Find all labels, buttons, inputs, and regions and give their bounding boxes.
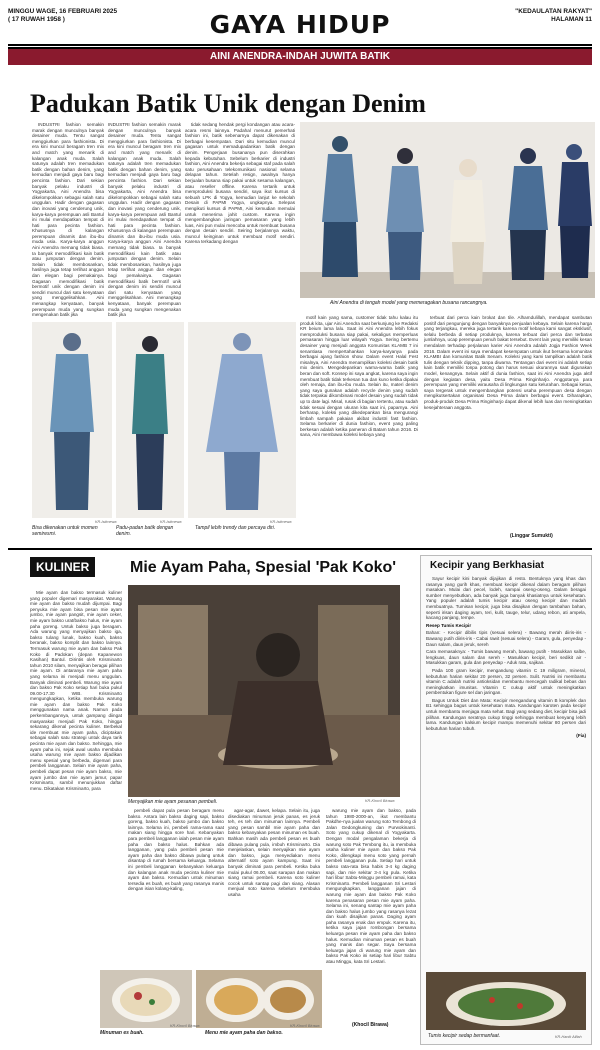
article-col2-text: tidak sedang hendak pergi kondangan atau acara-acara resmi lainnya. Padahal menurut pemerhati fashion ini, batik sebenarnya dapat dikenakan di berbagai kesempatan. Dari situ kemudian muncul gagasan untuk memadupadankan batik dengan denim. Pengerjaan busananya pun diserahkan kepada kebutuhan. Sebelum berkarier di industri fashion, Aini Anendra bekerja sebagai staf pada salah satu perusahaan telekomunikasi nasional selama delapan tahun. Setelah resign, awalnya hanya berjualan busana siap pakai untuk sesama kalangan, atau reseller offline. Karena tertarik untuk memproduksi busana sendiri, saya ikut kursus di sebuah LPK di Yogya, kemudian lanjut ke sekolah Desain di PAPMI Yogya, ungkapnya. Selepas mengikuti kursus di PAPMI, Aini kemudian memulai untuk menerima jahit custom. Karena ingin mengembangkan jaringan pemasaran yang lebih luas, Aini pun mulai mencoba untuk membuat busana dengan desain sendiri. Seiring berjalannya waktu, muncul keinginan untuk membuat motif sendiri. Karena terkadang dengan [185, 122, 295, 245]
kuliner-col3-text: agar-agar, dawet, kelapa. Selain itu, juga disediakan minuman jeruk panas, es jeruk teh, es teh dan minuman lainnya. Pembeli yang pesan sambil mie ayam paha dan bakso kebanyakan pesan minuman es buah. Bahkan masih ada pembeli pesan es buah dibawa pulang pula, imbuh Krisminarto. Dia menjelaskan, selain menyajikan mie ayam dan bakso, juga menyediakan menu alternatif soto ayam kampung. Saat ini banyak diminati para pembeli. Ketika buka mulai pukul 06.00, saat sarapan dan makan siang ramai pembeli. Karena soto kuliner cocok untuk santap pagi dan siang. Alasan menjual soto karena sebelum membuka usaha [228, 808, 320, 897]
article-col3-text: motif kain yang sama, customer tidak tahu kalau itu produk kita, ujar Aini Anendra saat berkunjung ke Redaksi KR beium lama lalu. Saat ini Aini Anendra lebih fokus memproduksi busana siap pakai, sekaligus memperluas pemasaran hingga luar wilayah Yogya. Sering bertemu desainer yang menjadi anggota Komunitas KLAMB 7 ini senantiasa mempertahankan karya-karyanya pada berbagai ajang fashion show. Dalam event Halal Fest misalnya, Aini Anendra menampilkan koleksi desain batik mix denim. Mengedepankan warna-warna batik yang beran dan soft. Konsep ini saya angkat, karena saya ingin membuat batik tidak terkesan tua dan kuno ketika dipakai oleh remaja, dan ibu-ibu muda. Selain itu, materi denim yang saya gunakan adalah recycle denim yang sudah tidak terpakai dikombinasi model desain yang sudah tidak up to date lagi. Misal, rusak di bagian tertentu, atau sudah tidak sesuai dengan ukuran kita saat ini, paparnya. Aini berharap, koleksi yang dikedepankan bisa mengurangi limbah sampah pakaian akibat industri fast fashion. Selama berkarier di dunia fashion, event yang paling berkesan adalah ketika pameran di Batam tahun 2016. Di sana, Aini membawa koleksi kebaya yang [300, 315, 418, 438]
article-column-1 [32, 122, 104, 332]
sidebar-author: (Fia) [576, 733, 586, 739]
header-right [450, 8, 592, 24]
kuliner-column-4 [326, 808, 416, 1020]
page-number: HALAMAN 11 [551, 16, 592, 23]
kuliner-col4-text: warung mie ayam dan bakso, pada tahun 1980-2000-an, ikut membantu Pakdhe-nya jualan warung soto Tembong di Jalan Gedongkuning dan Purwokinanti. Soto yang cukup dikenal di Yogyakarta. Dengan modal pengalaman bekerja di warung soto Pak Tembong itu, ia membuka usaha kuliner mie ayam dan bakso Pak Koko, dilengkapi menu soto yang pernah pembeli langganan pula. Setiap hari untuk bakso rata-rata bisa habis 3-4 kg daging sapi, dan mie sekitar 3-4 kg pula. Ketika hari libur Sabtu-Minggu pembeli ramai, kata Krisminarto. Pembeli langganan Sri Lestari mengungkapkan, langganan jajan di warung mie ayam dan bakso Pak Koko karena penasaran pesan mie ayam paha. Selama ini, senang santap mie ayam paha dan bakso halus jumbo yang rasanya lezat dan kuah disajikan panas. Daging ayam paha rasanya enak dan empuk. Karena itu, ketika saya jajan rombongan bersama keluarga pesan mie ayam paha dan bakso halus. Kemudian minuman pesan es buah yang manis dan segar. Saya bersama keluarga jajan di warung mie ayam dan bakso Pak Koko ini setiap hari libur Sabtu atau Minggu, kata Sri Lestari. [326, 808, 416, 965]
sidebar-credit: KR-Hanik Alfiah [555, 1035, 582, 1039]
sidebar-cara: Cara memasaknya: - Tumis bawang merah, bawang putih - Masukkan salbe, lengkuas, daun salam dan sereh - Masukkan kecipir, beri sedikit air - Masukkan garam, gula dan penyedap - Aduk rata, sajikan. [426, 649, 586, 666]
kuliner-caption-top: Menyajikan mie ayam pesanan pembeli. [128, 799, 218, 805]
photo-mie-ayam-svg [196, 970, 322, 1028]
kuliner-credit-b1: KR-Khocil Birawa [170, 1024, 200, 1028]
article-col1b-text: INDUSTRI fashion semakin marak dengan munculnya banyak desainer muda. Tentu sangat menggiurkan para fashionista. Di era kini muncul beragam tren mix and match yang menarik di kalangan anak muda. Salah satunya adalah tren memadukan batik dengan bahan denim, yang kemudian menjadi gaya baru bagi pencinta fashion. Dari sekian banyak pelaku industri di Yogyakarta, Aini Anendra bisa dikelompokkan sebagai salah satu unggulan. Hadir dengan gagasan dan inovasi yang cenderung unik, karya-karya perempuan asli Bantul ini mulai mendapatkan tempat di hati para pecinta fashion. Khususnya di kalangan perempuan dinamis dan ibu-ibu muda usia. Karya-karya anggun Aini Anendra memang tidak biasa. Ia banyak memodifikasi kain batik atau jumputan dengan denim. Selain tidak membosankan, hasilnya juga tetap terlihat anggun dan elegan bagi pemakainya. Gagasan memodifikasi batik bermotif unik dengan denim ini sendiri muncul dari satu kenyataan yang menggelisahkan. Aini menangkap kenyataan, banyak perempuan muda yang sungkan mengenakan batik jika [108, 122, 181, 318]
kuliner-column-2 [128, 808, 224, 966]
photo-model-a-svg [32, 322, 112, 518]
photo-model-c [188, 322, 296, 518]
kuliner-label: KULINER [30, 557, 95, 577]
sidebar-title: Kecipir yang Berkhasiat [430, 560, 544, 571]
section-masthead: GAYA HIDUP [209, 10, 391, 39]
caption-model-c: Tampil lebih trendy dan percaya diri. [195, 525, 276, 531]
caption-es-buah: Minuman es buah. [100, 1030, 144, 1036]
caption-mie-ayam: Menu mie ayam paha dan bakso. [205, 1030, 283, 1036]
sidebar-body [426, 576, 586, 976]
model-figure [508, 148, 548, 280]
photo-model-a [32, 322, 112, 518]
photo-es-buah [100, 970, 192, 1028]
article-col4-text: terbuat dari perca kain brokat dan tile. Alhamdulillah, mendapat sambutan positif dari pengunjung dengan banyaknya penjualan kebaya. Selain karena harga yang terjangkau, mereka juga tertarik karena motif kebaya kami sangat eksklusif, selalu berbeda di setiap produknya, karena terbuat dari perca dan terbatas jumlahnya, ucap perempuan penuh bakat tersebut. Event lain yang memiliki kesan mendalam terhadap perjalanan karier Aini Anendra adalah Jogja Fashion Week 2016. Dalam event ini saya mendapat kesempatan untuk ikut bersama komunitas KLAMBI dan komunitas Batik Senam. Koleksi yang kami tampilkan adalah batik tulis dengan teknik dipping, tanpa diwarna. Tentangan dari event ini adalah setiap kain batik memiliki tonpa potong dan harus sesuai ukurannya saat digunakan model, kenangnya. Selain aktif di dunia fashion, saat ini Aini Anendra juga aktif dengan kegiatan desa, yaitu Desa Prima Ringinharjo. Anggotanya para perempuan yang memiliki wirausaha di lingkungan satu kelurahan. Sebagai ketua, saya tergerak untuk mengembangkan potensi usaha perempuan desa dengan mengikutsertakan organisasi Desa Prima dalam berbagai event. Diharapkan, produk-produk Desa Prima Ringinharjo dapat dikenal lebih luas dan meningkatkan kesejahteraan anggota. [424, 315, 592, 410]
photo-model-b [116, 322, 184, 518]
section-divider [8, 548, 592, 550]
photo-model-c-svg [188, 322, 296, 518]
kuliner-author: (Khocil Birawa) [352, 1022, 389, 1028]
sidebar-bahan: Bahan: - Kecipir dibilis tipis (sesuai selera) - Bawang merah diiris-iris - Bawang putih diiris-iris - Cabai rawit (sesuai selera) - Garam, gula, penyedap - Daun salam, daun jeruk, sereh [426, 630, 586, 647]
article-col1-text: INDUSTRI fashion semakin marak dengan munculnya banyak desainer muda. Tentu sangat menggiurkan para fashionista. Di era kini muncul beragam tren mix and match yang menarik di kalangan anak muda. Salah satunya adalah tren memadukan batik dengan bahan denim, yang kemudian menjadi gaya baru bagi pencinta fashion. Dari sekian banyak pelaku industri di Yogyakarta, Aini Anendra bisa dikelompokkan sebagai salah satu unggulan. Hadir dengan gagasan dan inovasi yang cenderung unik, karya-karya perempuan asli Bantul ini mulai mendapatkan tempat di hati para pecinta fashion. Khususnya di kalangan perempuan dinamis dan ibu-ibu muda usia. Karya-karya anggun Aini Anendra memang tidak biasa. Ia banyak memodifikasi kain batik atau jumputan dengan denim. Selain tidak membosankan, hasilnya juga tetap terlihat anggun dan elegan bagi pemakainya. Gagasan memodifikasi batik bermotif unik dengan denim ini sendiri muncul dari satu kenyataan yang menggelisahkan. Aini menangkap kenyataan, banyak perempuan muda yang sungkan mengenakan batik jika [32, 122, 104, 318]
sidebar-photo [426, 972, 586, 1030]
kuliner-headline: Mie Ayam Paha, Spesial 'Pak Koko' [130, 559, 397, 576]
issue-hijri-date: ( 17 RUWAH 1958 ) [8, 16, 65, 23]
article-author: (Linggar Sumukti) [510, 533, 553, 539]
photo-credit-a: KR-Istimewa [95, 520, 117, 524]
sidebar-gizi: Pada 100 gram kecipir, mengandung vitamin C 19 miligram, mineral, kebutuhan harian sekitar 20 persen, 32 persen. Sulit. Nutrisi ini membantu vitamin C adalah nutrisi antioksidan membantu mencegah radikal bebas dan meningkatkan imunitas. Vitamin C cukup aktif untuk meningkatkan pembentukan figure sel dan jaringan. [426, 667, 586, 696]
main-photo-svg [300, 122, 595, 298]
model-figure [558, 144, 592, 278]
kuliner-col2-text: pembeli dapat pula pesan beragam menu bakso. Antara lain bakso daging sapi, bakso goreng, bakso kuah, bakso jumbo dan bakso lainnya. Selama ini, pembeli rama-rama saat makan siang hingga sore hari. Kebanyakan para pembeli langganan ialah pesan mie ayam paha dan bakso halus. Bahkan ada langganan, yang pula pembeli pesan mie ayam paha dan bakso dibawa pulang untuk disantap di rumah bersama keluarga. Selama ini pembeli langganan kebanyakan keluarga dan kalangan anak muda pecinta kuliner mie ayam dan bakso. Kemudian untuk minuman tersedia es buah, es buah yang rasanya manis dengan isian kolang-kaling, [128, 808, 224, 892]
main-photo [300, 122, 595, 298]
sidebar-intro: Sayur kecipir kini banyak dijajikan di resto. Bentuknya yang khas dan rasanya yang gurih khas, membuat kecipir dikenal dalam beragam pilihan masakan. Mulai dari pecel, lodeh, sampai oseng-oseng. Dalam beragai sumber menyebutkan, ada banyak juga banyak khasiatnya untuk kesehatan. Yang populer adalah tumis kecipir atau oseng kecipir dan mudah membuatnya. Tumisan kecipir, juga bisa disajikan dengan tambahan bahan, seperti irisan daging ayam, teri, kulit, tauge, telur, udang rebon, ati ampela, kacang panjang, tempe. [426, 576, 586, 621]
article-column-1b [108, 122, 181, 332]
kuliner-credit-top: KR-Khocil Birawa [365, 799, 395, 803]
sidebar-resep-title: Resep Tumis Kecipir [426, 622, 472, 628]
kuliner-photo-top-svg [128, 585, 400, 797]
photo-credit-c: KR-Istimewa [270, 520, 292, 524]
header-rule [8, 44, 592, 46]
photo-model-b-svg [116, 322, 184, 518]
caption-model-a: Bisa dikenakan untuk momen semiresmi. [32, 525, 98, 537]
sidebar-photo-svg [426, 972, 586, 1030]
article-headline: Padukan Batik Unik dengan Denim [30, 89, 426, 118]
kuliner-col1-text: Mie ayam dan bakso termasuk kuliner yang populer digemari masyarakat. Warung mie ayam dan bakso mudah dijumpai. Bagi penyuka mie ayam bisa pesan mie ayam jumbo, mie ayam pangsit, mie ayam ceker, mie ayam bakso urat/bakso halus, mie ayam paha goreng. Untuk bakso juga beragam. Ada warung yang menyajikan bakso iga, bakso tulang lunak, bakso kuah, bakso beranak, bakso komplit dan bakso lainnya. Termasuk warung mie ayam dan bakso Pak Koko di Padokan (depan Kapanewon Kasihan) Bantul. Dirintis oleh Krisminarto tahun 2010 silam, menyajikan beragai pilihan mie ayam. Di antaranya mie ayam paha yang selama ini menjadi menu unggulan. Banyak diminati pembeli. Warung mie ayam dan bakso Pak Koko setiap hari buka pukul 09.00-17.30 WIB. Krisminarto mengungkapkan, ketika membuka warung mie ayam dan bakso Pak Koko menggunakan nama anak. Namun pada perkembangannya, untuk gampang diingat masyarakat menjadi Pak Koko, hingga sekarang dikenal pecinta kuliner. Berbekal ide membuat mie ayam paha, diciptakan sebagai salah satu strategi untuk daya tarik pecinta mie ayam dan bakso. Sehingga, mie ayam paha ini, sejak awal usaha membuka usaha warung mie ayam bakso dijadikan menu spesial yang berbeda, digemari para pembeli langganan. Selain mie ayam paha, pembeli dapat pesan mie ayam bakso, mie ayam jumbo dan mie ayam jamur, papar Krisminarto, sambil menunjukkan daftar menu. Dikatakan Krisminarto, para [30, 590, 122, 791]
header-left [8, 8, 188, 24]
article-column-4 [424, 315, 592, 529]
caption-model-b: Padu-padan batik dengan denim. [116, 525, 174, 537]
newspaper-name: "KEDAULATAN RAKYAT" [515, 8, 592, 15]
kuliner-photo-top [128, 585, 400, 797]
article-column-3 [300, 315, 418, 545]
article-band: AINI ANENDRA-INDAH JUWITA BATIK [8, 47, 592, 65]
sidebar-manfaat: Bagus Untuk Diet dan Mata: Kecipir mengandung vitamin B komplek dan B1 sehingga bagus untuk kesehatan mata. Kandungan karoten pada kecipir untuk membantu menjaga mata sehat. Bagi yang sedang diet, kecipir bisa jadi pilihan. Kandungan seratnya cukup tinggi sehingga membuat kenyang lebih lama. Kandungan kalsium kecipir mampu memenuhi sekitar 80 persen dari kebutuhan harian tubuh. [426, 697, 586, 731]
photo-credit-b: KR-Istimewa [160, 520, 182, 524]
photo-mie-ayam [196, 970, 322, 1028]
issue-date: MINGGU WAGE, 16 FEBRUARI 2025 [8, 8, 118, 15]
sidebar-caption: Tumis kecipir sedap bermanfaat. [428, 1033, 501, 1039]
photo-es-buah-svg [100, 970, 192, 1028]
kuliner-credit-b2: KR-Khocil Birawa [290, 1024, 320, 1028]
kuliner-column-1 [30, 590, 122, 988]
main-photo-caption: Aini Anendra di tengah model yang memeragakan busana rancangnya. [330, 300, 488, 306]
kuliner-column-3 [228, 808, 320, 966]
article-column-2 [185, 122, 295, 332]
